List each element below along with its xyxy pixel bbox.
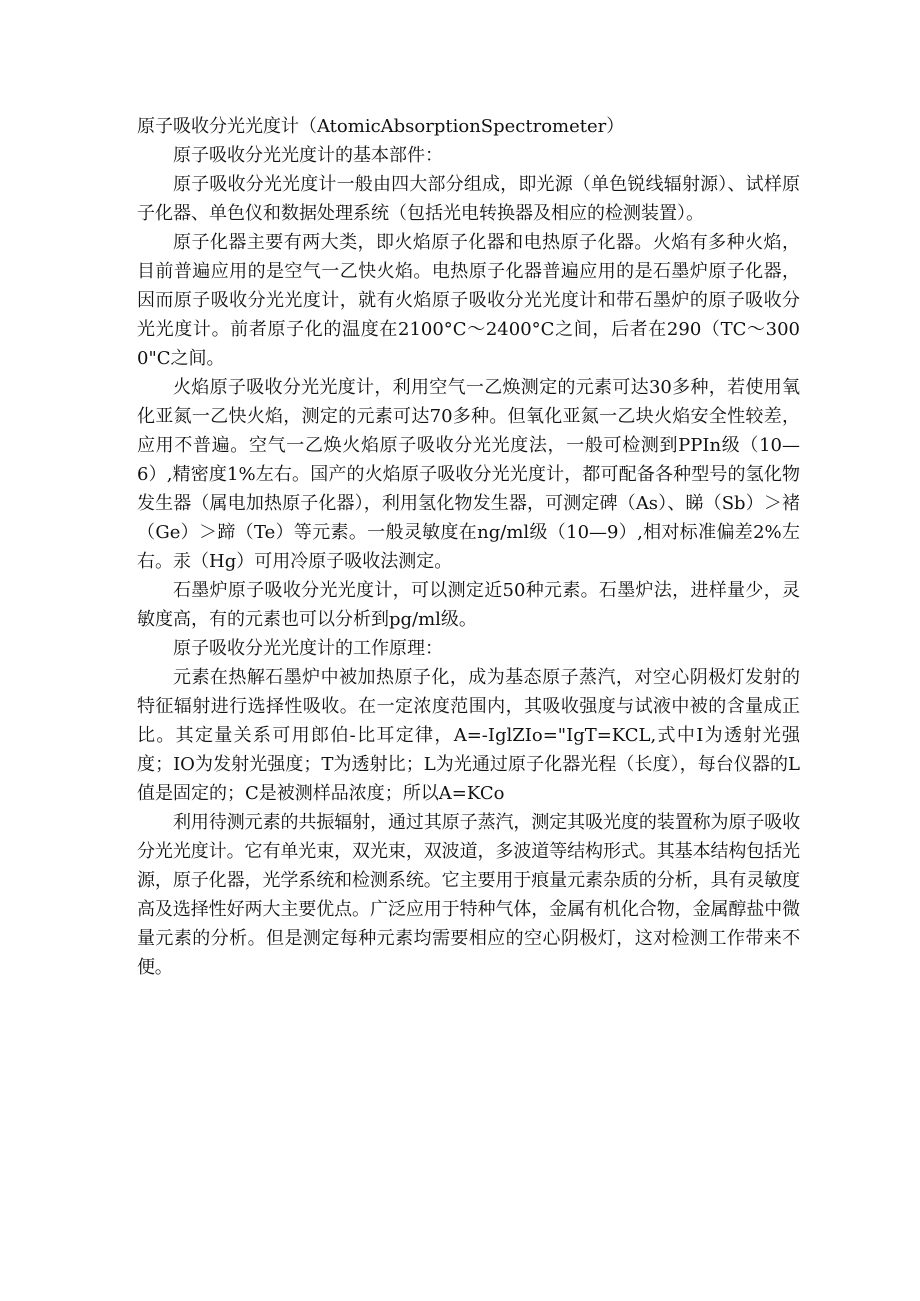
document-title: 原子吸收分光光度计（AtomicAbsorptionSpectrometer） — [137, 116, 625, 137]
paragraph-four-parts: 原子吸收分光光度计一般由四大部分组成，即光源（单色锐线辐射源）、试样原子化器、单色仪和数据处理系统（包括光电转换器及相应的检测装置）。 — [137, 174, 800, 224]
paragraph-atomizers: 原子化器主要有两大类，即火焰原子化器和电热原子化器。火焰有多种火焰，目前普遍应用的是空气一乙快火焰。电热原子化器普遍应用的是石墨炉原子化器，因而原子吸收分光光度计，就有火焰原子吸收分光光度计和带石墨炉的原子吸收分光光度计。前者原子化的温度在2100°C～2400°C之间，后者在290（TC～3000"C之间。 — [137, 232, 800, 369]
paragraph-graphite-furnace: 石墨炉原子吸收分光光度计，可以测定近50种元素。石墨炉法，进样量少，灵敏度高，有的元素也可以分析到pg/ml级。 — [137, 580, 800, 630]
paragraph-flame-aas: 火焰原子吸收分光光度计，利用空气一乙焕测定的元素可达30多种，若使用氧化亚氮一乙快火焰，测定的元素可达70多种。但氧化亚氮一乙块火焰安全性较差，应用不普遍。空气一乙焕火焰原子吸收分光光度法，一般可检测到PPIn级（10—6）,精密度1%左右。国产的火焰原子吸收分光光度计，都可配备各种型号的氢化物发生器（属电加热原子化器），利用氢化物发生器，可测定碑（As）、睇（Sb）＞褚（Ge）＞蹄（Te）等元素。一般灵敏度在ng/ml级（10—9）,相对标准偏差2%左右。汞（Hg）可用冷原子吸收法测定。 — [137, 377, 800, 572]
document-page — [137, 112, 800, 982]
paragraph-instrument-structure: 利用待测元素的共振辐射，通过其原子蒸汽，测定其吸光度的装置称为原子吸收分光光度计。它有单光束，双光束，双波道，多波道等结构形式。其基本结构包括光源，原子化器，光学系统和检测系统。它主要用于痕量元素杂质的分析，具有灵敏度高及选择性好两大主要优点。广泛应用于特种气体，金属有机化合物，金属醇盐中微量元素的分析。但是测定每种元素均需要相应的空心阴极灯，这对检测工作带来不便。 — [137, 812, 800, 978]
paragraph-working-principle-heading: 原子吸收分光光度计的工作原理： — [173, 638, 443, 659]
paragraph-basic-components-heading: 原子吸收分光光度计的基本部件： — [173, 145, 443, 166]
paragraph-principle-detail: 元素在热解石墨炉中被加热原子化，成为基态原子蒸汽，对空心阴极灯发射的特征辐射进行选择性吸收。在一定浓度范围内，其吸收强度与试液中被的含量成正比。其定量关系可用郎伯-比耳定律，A=-IglZIo="IgT=KCL,式中I为透射光强度；IO为发射光强度；T为透射比；L为光通过原子化器光程（长度），每台仪器的L值是固定的；C是被测样品浓度；所以A=KCo — [137, 667, 800, 804]
